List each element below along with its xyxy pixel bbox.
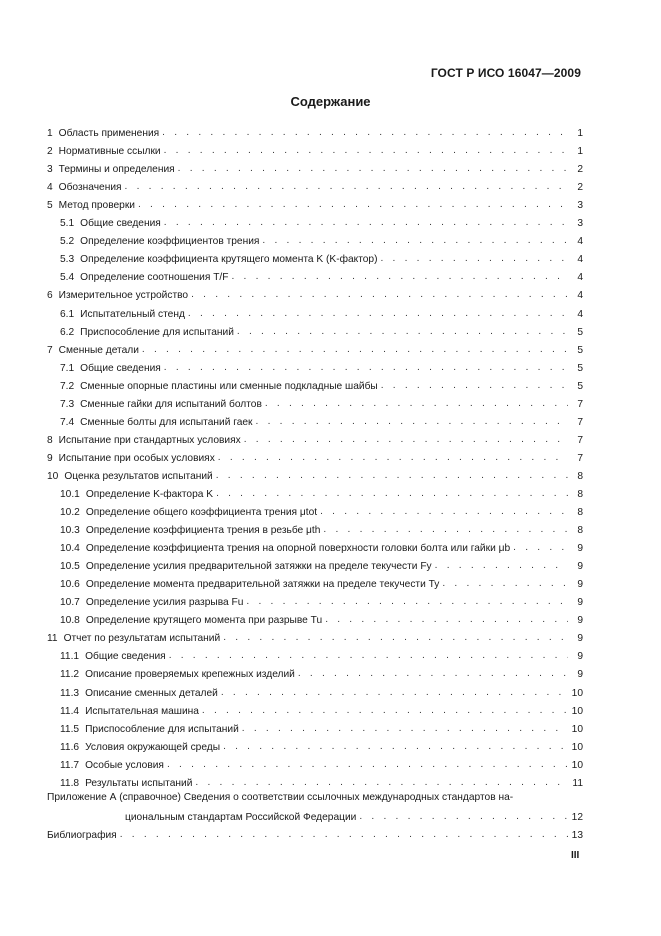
toc-entry-number: 7.3 bbox=[60, 398, 75, 410]
toc-entry-number: 8 bbox=[47, 434, 53, 446]
toc-entry-number: 10.6 bbox=[60, 579, 80, 591]
toc-entry-label: Общие сведения bbox=[85, 651, 166, 663]
table-of-contents bbox=[47, 121, 583, 841]
toc-entry-label: Определение коэффициентов трения bbox=[80, 236, 260, 248]
toc-entry-page: 2 bbox=[577, 164, 583, 176]
toc-entry-page: 7 bbox=[577, 416, 583, 428]
toc-leader-dots bbox=[223, 632, 568, 644]
toc-entry-page: 8 bbox=[577, 525, 583, 537]
toc-subentry[interactable] bbox=[47, 229, 583, 247]
toc-entry-label: Описание сменных деталей bbox=[85, 687, 218, 699]
toc-entry[interactable] bbox=[47, 157, 583, 175]
toc-entry[interactable] bbox=[47, 446, 583, 464]
toc-entry[interactable] bbox=[47, 283, 583, 301]
toc-appendix-continuation[interactable] bbox=[47, 805, 583, 823]
toc-bibliography[interactable] bbox=[47, 823, 583, 841]
toc-entry-label: Описание проверяемых крепежных изделий bbox=[85, 669, 295, 681]
toc-subentry[interactable] bbox=[47, 717, 583, 735]
toc-entry-number: 9 bbox=[47, 452, 53, 464]
toc-entry-number: 11.4 bbox=[60, 705, 80, 717]
toc-entry-label: Сменные болты для испытаний гаек bbox=[80, 416, 253, 428]
toc-entry-number: 10.2 bbox=[60, 507, 80, 519]
toc-entry-page: 4 bbox=[577, 290, 583, 302]
toc-entry-number: 10 bbox=[47, 470, 59, 482]
toc-entry-number: 10.1 bbox=[60, 488, 80, 500]
toc-entry[interactable] bbox=[47, 139, 583, 157]
toc-entry-label: Определение общего коэффициента трения μtot bbox=[85, 507, 318, 519]
document-code: ГОСТ Р ИСО 16047—2009 bbox=[430, 66, 581, 80]
toc-entry-number: 11 bbox=[47, 633, 58, 645]
toc-entry-label: Условия окружающей среды bbox=[85, 741, 221, 753]
page-number: III bbox=[571, 850, 580, 861]
toc-leader-dots bbox=[162, 127, 568, 139]
toc-entry[interactable] bbox=[47, 338, 583, 356]
toc-entry-page: 7 bbox=[577, 398, 583, 410]
toc-entry-page: 10 bbox=[571, 687, 583, 699]
toc-entry-page: 9 bbox=[577, 651, 583, 663]
toc-appendix-label-cont: циональным стандартам Российской Федерации bbox=[125, 811, 357, 823]
toc-leader-dots bbox=[323, 524, 568, 536]
toc-subentry[interactable] bbox=[47, 680, 583, 698]
toc-entry-page: 10 bbox=[571, 705, 583, 717]
toc-subentry[interactable] bbox=[47, 735, 583, 753]
toc-leader-dots bbox=[325, 614, 568, 626]
toc-entry-number: 11.1 bbox=[60, 651, 80, 663]
toc-leader-dots bbox=[435, 560, 568, 572]
toc-entry-number: 5.4 bbox=[60, 272, 75, 284]
toc-entry-label: Определение соотношения T/F bbox=[80, 272, 229, 284]
toc-entry-label: Определение коэффициента трения на опорной поверхности головки болта или гайки μb bbox=[85, 543, 511, 555]
toc-entry[interactable] bbox=[47, 121, 583, 139]
toc-leader-dots bbox=[125, 181, 568, 193]
toc-entry-number: 7.1 bbox=[60, 362, 75, 374]
toc-leader-dots bbox=[298, 668, 568, 680]
toc-leader-dots bbox=[164, 145, 568, 157]
toc-leader-dots bbox=[188, 308, 568, 320]
toc-entry-label: Обозначения bbox=[58, 182, 122, 194]
toc-leader-dots bbox=[164, 217, 568, 229]
toc-entry-label: Сменные детали bbox=[58, 344, 139, 356]
toc-entry-label: Испытательная машина bbox=[85, 705, 199, 717]
toc-entry-page: 4 bbox=[577, 308, 583, 320]
toc-subentry[interactable] bbox=[47, 518, 583, 536]
toc-leader-dots bbox=[138, 199, 568, 211]
toc-subentry[interactable] bbox=[47, 608, 583, 626]
toc-entry-label: Определение усилия разрыва Fu bbox=[85, 597, 244, 609]
toc-subentry[interactable] bbox=[47, 572, 583, 590]
toc-entry-page: 10 bbox=[571, 723, 583, 735]
toc-leader-dots bbox=[120, 829, 568, 841]
toc-subentry[interactable] bbox=[47, 247, 583, 265]
toc-leader-dots bbox=[244, 434, 568, 446]
toc-entry-label: Определение усилия предварительной затяжки на пределе текучести Fy bbox=[85, 561, 432, 573]
toc-subentry[interactable] bbox=[47, 536, 583, 554]
toc-subentry[interactable] bbox=[47, 301, 583, 319]
toc-entry-page: 12 bbox=[571, 811, 583, 823]
toc-entry-number: 6.1 bbox=[60, 308, 75, 320]
toc-entry-page: 10 bbox=[571, 741, 583, 753]
toc-entry-number: 11.5 bbox=[60, 723, 80, 735]
toc-entry-page: 10 bbox=[571, 759, 583, 771]
toc-entry-label: Библиография bbox=[47, 829, 117, 841]
toc-entry-label: Приспособление для испытаний bbox=[85, 723, 239, 735]
toc-entry-page: 9 bbox=[577, 597, 583, 609]
toc-leader-dots bbox=[262, 235, 568, 247]
toc-entry-page: 9 bbox=[577, 543, 583, 555]
toc-entry-label: Отчет по результатам испытаний bbox=[63, 633, 221, 645]
toc-entry-number: 5.3 bbox=[60, 254, 75, 266]
toc-subentry[interactable] bbox=[47, 410, 583, 428]
toc-entry-label: Термины и определения bbox=[58, 164, 175, 176]
toc-subentry[interactable] bbox=[47, 554, 583, 572]
toc-entry-page: 1 bbox=[577, 128, 583, 140]
toc-entry-label: Определение крутящего момента при разрыве Tu bbox=[85, 615, 323, 627]
toc-entry-number: 11.3 bbox=[60, 687, 80, 699]
toc-entry-page: 2 bbox=[577, 182, 583, 194]
toc-entry-page: 1 bbox=[577, 146, 583, 158]
toc-leader-dots bbox=[202, 705, 568, 717]
toc-entry-label: Оценка результатов испытаний bbox=[64, 470, 213, 482]
toc-leader-dots bbox=[359, 811, 568, 823]
toc-entry-label: Особые условия bbox=[85, 759, 164, 771]
toc-entry-label: Результаты испытаний bbox=[85, 777, 193, 789]
toc-entry-page: 5 bbox=[577, 362, 583, 374]
toc-entry-page: 9 bbox=[577, 633, 583, 645]
toc-leader-dots bbox=[216, 470, 568, 482]
toc-entry-label: Приспособление для испытаний bbox=[80, 326, 234, 338]
toc-leader-dots bbox=[169, 650, 568, 662]
toc-entry-number: 7.2 bbox=[60, 380, 75, 392]
toc-leader-dots bbox=[381, 253, 569, 265]
toc-leader-dots bbox=[178, 163, 568, 175]
toc-leader-dots bbox=[231, 271, 568, 283]
toc-leader-dots bbox=[164, 362, 568, 374]
toc-subentry[interactable] bbox=[47, 211, 583, 229]
toc-entry-page: 13 bbox=[571, 829, 583, 841]
toc-entry-page: 4 bbox=[577, 236, 583, 248]
toc-entry-number: 5 bbox=[47, 200, 53, 212]
toc-entry-label: Определение коэффициента крутящего момента K (K-фактор) bbox=[80, 254, 378, 266]
toc-leader-dots bbox=[218, 452, 568, 464]
toc-entry-number: 11.7 bbox=[60, 759, 80, 771]
toc-entry-page: 9 bbox=[577, 579, 583, 591]
toc-leader-dots bbox=[223, 741, 568, 753]
toc-entry-page: 8 bbox=[577, 507, 583, 519]
toc-entry-label: Испытание при стандартных условиях bbox=[58, 434, 241, 446]
toc-entry-page: 3 bbox=[577, 218, 583, 230]
toc-subentry[interactable] bbox=[47, 590, 583, 608]
toc-entry-number: 7 bbox=[47, 344, 53, 356]
toc-entry-number: 10.8 bbox=[60, 615, 80, 627]
toc-entry-number: 11.2 bbox=[60, 669, 80, 681]
toc-entry-number: 10.3 bbox=[60, 525, 80, 537]
toc-subentry[interactable] bbox=[47, 771, 583, 789]
toc-appendix[interactable] bbox=[47, 789, 583, 807]
toc-leader-dots bbox=[442, 578, 568, 590]
toc-leader-dots bbox=[513, 542, 568, 554]
toc-entry[interactable] bbox=[47, 428, 583, 446]
toc-entry-label: Общие сведения bbox=[80, 362, 161, 374]
toc-leader-dots bbox=[320, 506, 568, 518]
toc-subentry[interactable] bbox=[47, 374, 583, 392]
toc-subentry[interactable] bbox=[47, 699, 583, 717]
toc-entry-number: 10.7 bbox=[60, 597, 80, 609]
toc-entry[interactable] bbox=[47, 193, 583, 211]
toc-subentry[interactable] bbox=[47, 482, 583, 500]
toc-entry-label: Измерительное устройство bbox=[58, 290, 189, 302]
toc-entry-number: 7.4 bbox=[60, 416, 75, 428]
toc-subentry[interactable] bbox=[47, 644, 583, 662]
toc-entry[interactable] bbox=[47, 175, 583, 193]
toc-leader-dots bbox=[167, 759, 568, 771]
toc-entry-number: 10.4 bbox=[60, 543, 80, 555]
toc-entry-label: Общие сведения bbox=[80, 218, 161, 230]
toc-entry-number: 6.2 bbox=[60, 326, 75, 338]
toc-entry-page: 5 bbox=[577, 380, 583, 392]
toc-entry-label: Область применения bbox=[58, 128, 160, 140]
toc-entry-label: Нормативные ссылки bbox=[58, 146, 161, 158]
toc-entry[interactable] bbox=[47, 464, 583, 482]
toc-entry-number: 5.1 bbox=[60, 218, 75, 230]
toc-entry-page: 9 bbox=[577, 561, 583, 573]
toc-entry-page: 7 bbox=[577, 452, 583, 464]
page-title: Содержание bbox=[290, 94, 371, 109]
toc-entry-number: 1 bbox=[47, 128, 53, 140]
toc-appendix-label: Приложение А (справочное) Сведения о соответствии ссылочных международных стандартов на- bbox=[47, 791, 514, 803]
toc-leader-dots bbox=[221, 687, 568, 699]
toc-entry-number: 2 bbox=[47, 146, 53, 158]
toc-leader-dots bbox=[246, 596, 568, 608]
toc-entry-page: 3 bbox=[577, 200, 583, 212]
toc-entry-page: 4 bbox=[577, 272, 583, 284]
toc-leader-dots bbox=[242, 723, 568, 735]
toc-entry-page: 9 bbox=[577, 669, 583, 681]
toc-entry-label: Сменные гайки для испытаний болтов bbox=[80, 398, 262, 410]
toc-entry-page: 5 bbox=[577, 326, 583, 338]
toc-entry-label: Определение K-фактора K bbox=[85, 488, 214, 500]
toc-entry-page: 8 bbox=[577, 488, 583, 500]
toc-leader-dots bbox=[381, 380, 568, 392]
toc-leader-dots bbox=[195, 777, 568, 789]
toc-entry-label: Определение коэффициента трения в резьбе μth bbox=[85, 525, 321, 537]
toc-entry-label: Испытательный стенд bbox=[80, 308, 185, 320]
toc-subentry[interactable] bbox=[47, 265, 583, 283]
toc-entry-number: 6 bbox=[47, 290, 53, 302]
toc-entry-number: 10.5 bbox=[60, 561, 80, 573]
toc-entry-page: 9 bbox=[577, 615, 583, 627]
toc-entry-number: 4 bbox=[47, 182, 53, 194]
toc-leader-dots bbox=[265, 398, 568, 410]
toc-entry-page: 8 bbox=[577, 470, 583, 482]
toc-entry-number: 5.2 bbox=[60, 236, 75, 248]
toc-entry-label: Определение момента предварительной затяжки на пределе текучести Ty bbox=[85, 579, 440, 591]
toc-leader-dots bbox=[237, 326, 568, 338]
toc-subentry[interactable] bbox=[47, 356, 583, 374]
toc-subentry[interactable] bbox=[47, 320, 583, 338]
toc-subentry[interactable] bbox=[47, 662, 583, 680]
toc-entry-number: 11.6 bbox=[60, 741, 80, 753]
toc-entry[interactable] bbox=[47, 626, 583, 644]
toc-subentry[interactable] bbox=[47, 500, 583, 518]
toc-entry-page: 4 bbox=[577, 254, 583, 266]
toc-entry-number: 11.8 bbox=[60, 777, 80, 789]
toc-entry-page: 7 bbox=[577, 434, 583, 446]
toc-leader-dots bbox=[191, 289, 568, 301]
toc-entry-page: 5 bbox=[577, 344, 583, 356]
toc-entry-page: 11 bbox=[572, 777, 583, 789]
toc-entry-number: 3 bbox=[47, 164, 53, 176]
toc-leader-dots bbox=[142, 344, 568, 356]
toc-subentry[interactable] bbox=[47, 392, 583, 410]
toc-entry-label: Сменные опорные пластины или сменные подкладные шайбы bbox=[80, 380, 378, 392]
toc-subentry[interactable] bbox=[47, 753, 583, 771]
toc-entry-label: Метод проверки bbox=[58, 200, 135, 212]
toc-entry-label: Испытание при особых условиях bbox=[58, 452, 215, 464]
toc-leader-dots bbox=[256, 416, 568, 428]
toc-leader-dots bbox=[216, 488, 568, 500]
